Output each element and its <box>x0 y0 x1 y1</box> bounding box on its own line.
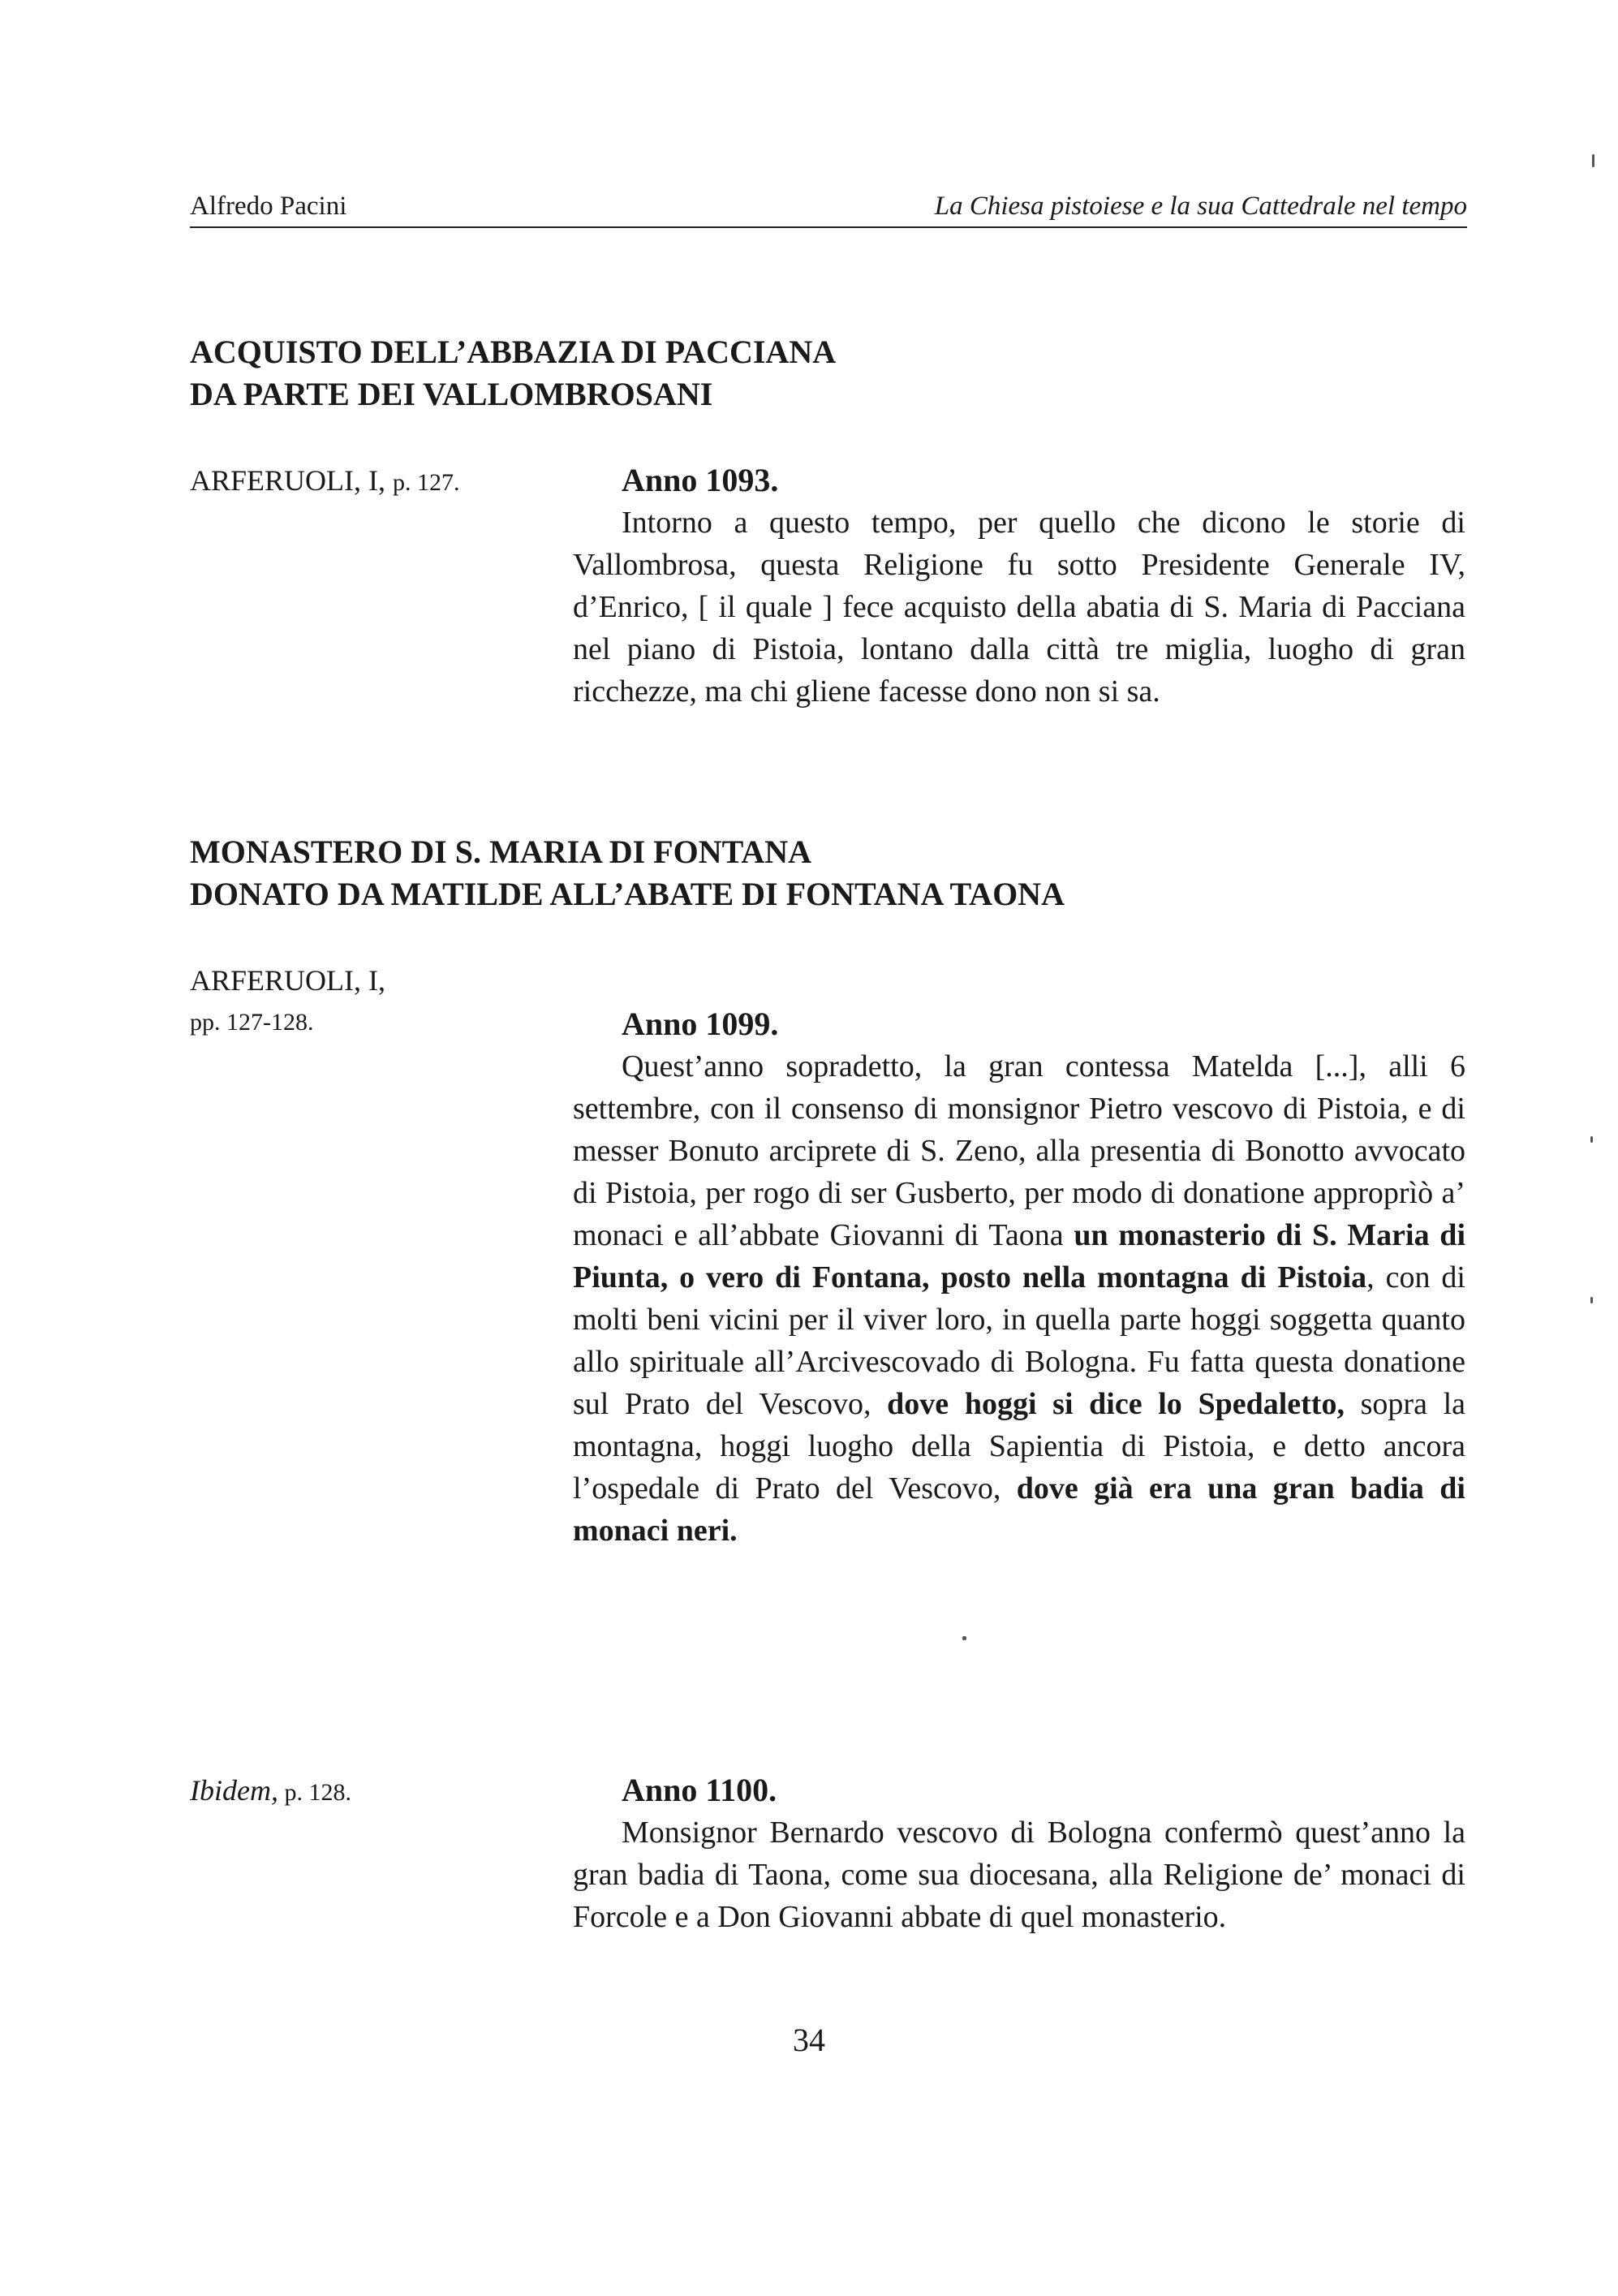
emphasis-text: dove già era una gran badia di monaci neri. <box>573 1471 1465 1548</box>
entry-year: Anno 1099. <box>622 1006 779 1042</box>
section-title-fontana <box>190 831 1488 915</box>
entry-text: Monsignor Bernardo vescovo di Bologna confermò quest’anno la gran badia di Taona, come sua diocesana, alla Religione de’ monaci di Forcole e a Don Giovanni abbate di quel monasterio. <box>573 1816 1465 1934</box>
section-title-pacciana <box>190 331 1488 416</box>
header-author: Alfredo Pacini <box>190 192 347 221</box>
section-title-line: DONATO DA MATILDE ALL’ABATE DI FONTANA TAONA <box>190 876 1065 912</box>
emphasis-text: dove hoggi si dice lo Spedaletto, <box>887 1387 1345 1421</box>
source-reference: ARFERUOLI, I, pp. 127-128. <box>190 964 385 1036</box>
entry-year: Anno 1093. <box>622 462 779 498</box>
entry-1100 <box>573 1769 1465 1938</box>
source-reference: Ibidem, p. 128. <box>190 1774 351 1807</box>
entry-1099 <box>573 1003 1465 1552</box>
scan-mark <box>1592 154 1594 167</box>
entry-text: Intorno a questo tempo, per quello che dicono le storie di Vallombrosa, questa Religione fu sotto Presidente Generale IV, d’Enrico, [ il quale ] fece acquisto della abatia di S. Maria di Pacciana nel piano di Pistoia, lontano dalla città tre miglia, luogho di gran ricchezze, ma chi gliene facesse dono non si sa. <box>573 506 1465 709</box>
entry-1093 <box>573 459 1465 713</box>
section-title-line: DA PARTE DEI VALLOMBROSANI <box>190 376 713 412</box>
scan-mark <box>962 1636 966 1640</box>
scan-mark <box>1590 1136 1593 1143</box>
entry-text: Quest’anno sopradetto, la gran contessa Matelda [...], alli 6 settembre, con il consenso di monsignor Pietro vescovo di Pistoia, e di messer Bonuto arciprete di S. Zeno, alla presentia di Bonotto avvocato di Pistoia, per rogo di ser Gusberto, per modo di donatione approprìò a’ monaci e all’abbate Giovanni di Taona un monasterio di S. Maria di Piunta, o vero di Fontana, posto nella montagna di Pistoia, con di molti beni vicini per il viver loro, in quella parte hoggi soggetta quanto allo spirituale all’Arcivescovado di Bologna. Fu fatta questa donatione sul Prato del Vescovo, dove hoggi si dice lo Spedaletto, sopra la montagna, hoggi luogho della Sapientia di Pistoia, e detto ancora l’ospedale di Prato del Vescovo, dove già era una gran badia di monaci neri. <box>573 1049 1466 1548</box>
source-reference: ARFERUOLI, I, p. 127. <box>190 464 460 497</box>
section-title-line: ACQUISTO DELL’ABBAZIA DI PACCIANA <box>190 334 837 370</box>
scan-mark <box>1590 1297 1593 1303</box>
page-number: 34 <box>793 2022 825 2058</box>
header-book-title: La Chiesa pistoiese e la sua Cattedrale nel tempo <box>934 192 1467 221</box>
running-header <box>190 192 1467 228</box>
section-title-line: MONASTERO DI S. MARIA DI FONTANA <box>190 834 811 870</box>
emphasis-text: un monasterio di S. Maria di Piunta, o vero di Fontana, posto nella montagna di Pistoia <box>573 1218 1465 1294</box>
entry-year: Anno 1100. <box>622 1772 777 1808</box>
